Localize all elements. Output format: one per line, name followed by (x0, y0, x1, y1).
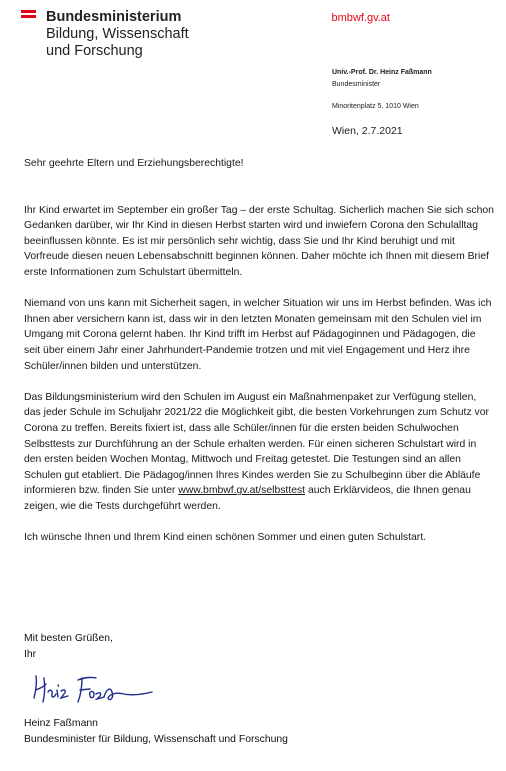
sender-name: Univ.-Prof. Dr. Heinz Faßmann (332, 69, 432, 76)
signer-name: Heinz Faßmann (24, 718, 98, 729)
letter-body (24, 156, 494, 561)
austrian-flag-icon (21, 10, 36, 18)
signer-title: Bundesminister für Bildung, Wissenschaft und Forschung (24, 733, 288, 745)
paragraph-3-text-b: auch Erklärvideos, die Ihnen genau zeigen, wie die Tests durchgeführt werden. (24, 485, 471, 512)
letter-date: Wien, 2.7.2021 (332, 125, 403, 137)
sender-address: Minoritenplatz 5, 1010 Wien (332, 103, 419, 110)
header-url: bmbwf.gv.at (331, 12, 390, 24)
selbsttest-link[interactable]: www.bmbwf.gv.at/selbsttest (178, 485, 306, 497)
handwritten-signature (30, 672, 155, 708)
ministry-logo-text (46, 9, 189, 60)
paragraph-1: Ihr Kind erwartet im September ein großer Tag – der erste Schultag. Sicherlich machen Sie sich schon Gedanken darüber, wir Ihr Kind in diesen Herbst starten wird und inwiefern Corona den Schulalltag beeinflussen könnte. Es ist mir persönlich sehr wichtig, dass Sie und Ihr Kind beruhigt und mit Vorfreude diesen neuen Lebensabschnitt beginnen können. Daher möchte ich Ihnen mit diesem Brief erste Informationen zum Schulstart übermitteln. (24, 204, 494, 278)
paragraph-3 (24, 390, 494, 515)
sender-title: Bundesminister (332, 81, 381, 88)
sender-block (332, 67, 432, 113)
paragraph-4: Ich wünsche Ihnen und Ihrem Kind einen schönen Sommer und einen guten Schulstart. (24, 532, 427, 544)
paragraph-2: Niemand von uns kann mit Sicherheit sagen, in welcher Situation wir uns im Herbst befinden. Was ich Ihnen aber versichern kann ist, dass wir in den letzten Monaten gemeinsam mit den Schulen viel im Umgang mit Corona gelernt haben. Ihr Kind trifft im Herbst auf Pädagoginnen und Pädagogen, die seit über einem Jahr einer Jahrhundert-Pandemie trotzen und mit viel Engagement und Herz ihre Schüler/innen bilden und unterstützen. (24, 298, 492, 372)
org-line-3: und Forschung (46, 43, 143, 59)
paragraph-3-text-a: Das Bildungsministerium wird den Schulen im August ein Maßnahmenpaket zur Verfügung stellen, das jeder Schule im Schuljahr 2021/22 die Möglichkeit gibt, die besten Vorkehrungen zum Schutz vor Corona zu treffen. Bereits fixiert ist, dass alle Schüler/innen für die ersten beiden Schulwochen Selbsttests zur Durchführung an der Schule erhalten werden. Für einen sicheren Schulstart wird in den ersten beiden Wochen Montag, Mittwoch und Freitag getestet. Die Testungen sind an allen Schulen gut etabliert. Die Pädagog/innen Ihres Kindes werden Sie zu Schulbeginn über die Abläufe informieren bzw. finden Sie unter (24, 391, 489, 497)
closing-line-1: Mit besten Grüßen, (24, 633, 113, 644)
greeting: Sehr geehrte Eltern und Erziehungsberechtigte! (24, 158, 244, 169)
closing-block (24, 631, 113, 662)
signer-block (24, 716, 288, 747)
org-line-1: Bundesministerium (46, 9, 182, 25)
closing-line-2: Ihr (24, 648, 37, 660)
org-line-2: Bildung, Wissenschaft (46, 26, 189, 42)
